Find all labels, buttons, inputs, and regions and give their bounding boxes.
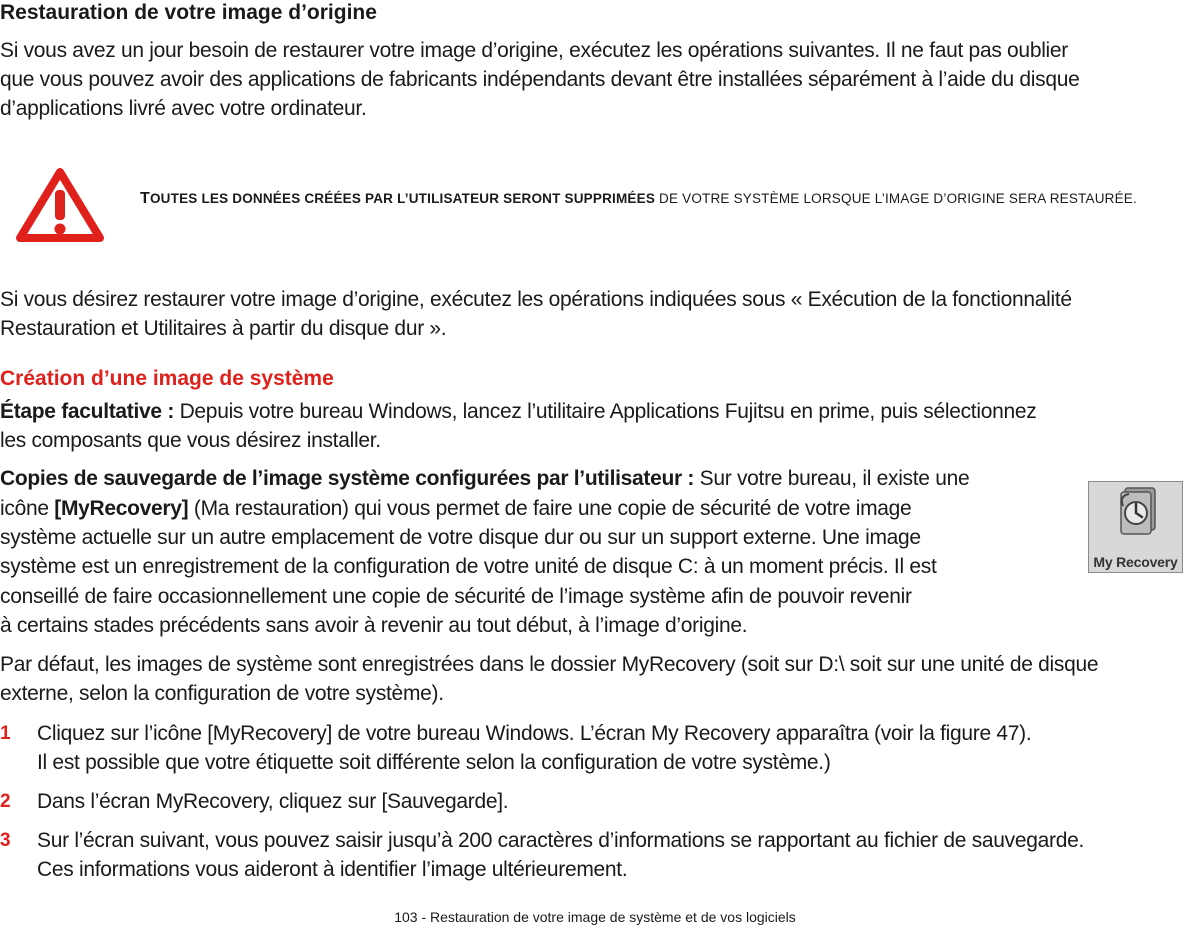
restore-instruction-line-1: Si vous désirez restaurer votre image d’origine, exécutez les opérations indiquées sous « Exécution de la fonctionnalité [0,288,1072,311]
optional-step-line-2: les composants que vous désirez installer. [0,429,381,452]
section-title-restoration: Restauration de votre image d’origine [0,1,377,24]
warning-initial: T [140,190,150,207]
page-footer: 103 - Restauration de votre image de système et de vos logiciels [394,909,796,925]
warning-normal-text: DE VOTRE SYSTÈME LORSQUE L’IMAGE D’ORIGINE SERA RESTAURÉE. [655,191,1137,206]
step-1-line-1: Cliquez sur l’icône [MyRecovery] de votre bureau Windows. L’écran My Recovery apparaîtra (voir la figure 47). [37,722,1032,745]
section-title-create-image: Création d’une image de système [0,367,334,390]
copies-line-5: conseillé de faire occasionnellement une copie de sécurité de l’image système afin de pouvoir revenir [0,585,912,608]
copies-line-1 [0,464,969,493]
warning-bold-text: OUTES LES DONNÉES CRÉÉES PAR L’UTILISATEUR SERONT SUPPRIMÉES [149,191,656,206]
intro-line-2: que vous pouvez avoir des applications de fabricants indépendants devant être installées séparément à l’aide du disque [0,68,1080,91]
copies-line-4: système est un enregistrement de la configuration de votre unité de disque C: à un moment précis. Il est [0,555,937,578]
copies-text: Sur votre bureau, il existe une [694,467,970,490]
copies-line-2 [0,494,911,523]
copies-line-3: système actuelle sur un autre emplacement de votre disque dur ou sur un support externe. Une image [0,526,921,549]
restore-instruction-line-2: Restauration et Utilitaires à partir du disque dur ». [0,317,447,340]
step-1-line-2: Il est possible que votre étiquette soit différente selon la configuration de votre système.) [37,751,831,774]
myrecovery-icon-label: My Recovery [1093,554,1178,570]
copies-label: Copies de sauvegarde de l’image système configurées par l’utilisateur : [0,467,695,490]
copies-line-2-prefix: icône [0,497,55,520]
default-location-line-1: Par défaut, les images de système sont enregistrées dans le dossier MyRecovery (soit sur D:\ soit sur une unité de disque [0,653,1099,676]
copies-line-2-rest: (Ma restauration) qui vous permet de faire une copie de sécurité de votre image [188,497,912,520]
myrecovery-app-icon [1117,486,1159,544]
step-number-3: 3 [0,830,11,851]
default-location-line-2: externe, selon la configuration de votre système). [0,682,444,705]
myrecovery-desktop-icon[interactable] [1088,481,1183,573]
copies-line-6: à certains stades précédents sans avoir à revenir au tout début, à l’image d’origine. [0,614,748,637]
intro-line-1: Si vous avez un jour besoin de restaurer votre image d’origine, exécutez les opérations suivantes. Il ne faut pas oublier [0,39,1068,62]
warning-message [140,190,1137,208]
warning-triangle-icon [14,166,106,246]
step-2-line-1: Dans l’écran MyRecovery, cliquez sur [Sauvegarde]. [37,790,509,813]
optional-step-line-1 [0,397,1036,426]
step-number-1: 1 [0,723,11,744]
optional-step-text: Depuis votre bureau Windows, lancez l’utilitaire Applications Fujitsu en prime, puis sélectionnez [174,400,1037,423]
intro-line-3: d’applications livré avec votre ordinateur. [0,97,367,120]
step-number-2: 2 [0,791,11,812]
myrecovery-ref: [MyRecovery] [54,497,189,520]
optional-step-label: Étape facultative : [0,400,175,423]
step-3-line-1: Sur l’écran suivant, vous pouvez saisir jusqu’à 200 caractères d’informations se rapportant au fichier de sauvegarde. [37,829,1084,852]
step-3-line-2: Ces informations vous aideront à identifier l’image ultérieurement. [37,858,628,881]
